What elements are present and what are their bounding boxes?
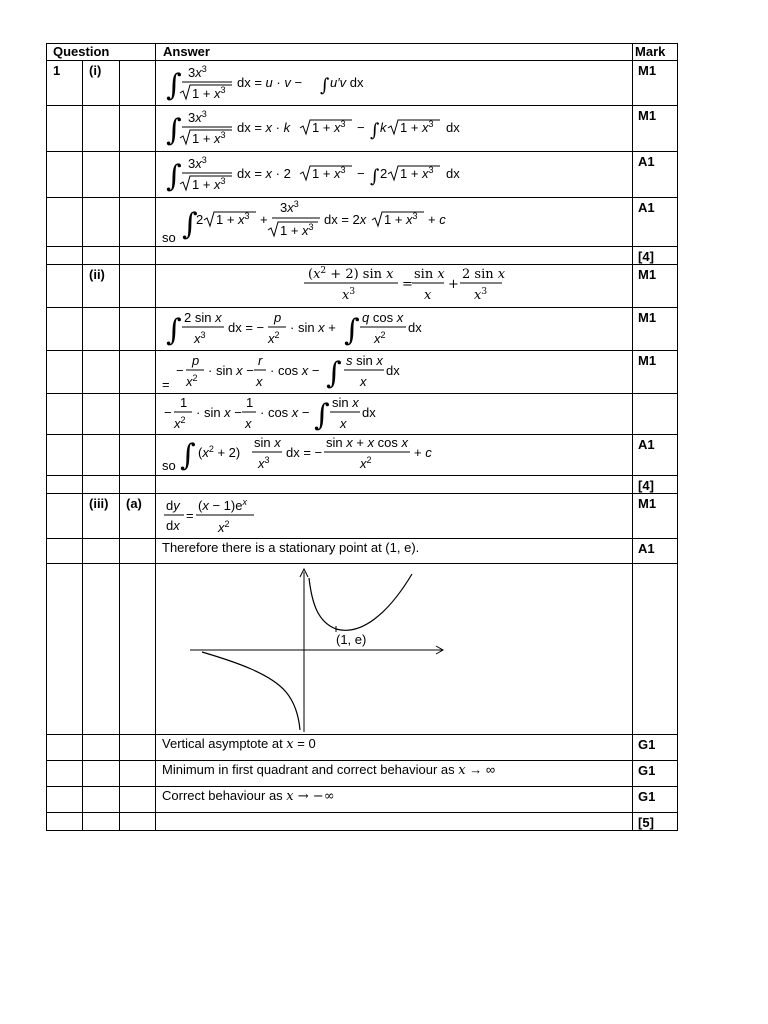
answer-cell [156,152,633,198]
svg-text:+ c: + c [428,212,446,227]
subpart-label [120,435,156,476]
math-expression [162,61,462,105]
mark-cell: A1 [633,539,678,564]
svg-text:· sin x −: · sin x − [208,363,254,378]
svg-text:+: + [448,277,459,292]
answer-text [162,787,632,804]
svg-text:2: 2 [196,212,204,227]
question-number [47,152,83,198]
subpart-label [120,539,156,564]
svg-text:x3: $x^3$ [474,287,488,303]
mark-cell [633,564,678,735]
svg-text:(x2 + 2) sin x: $(x^2 + 2)$ sin x [308,266,394,282]
subpart-label [120,308,156,351]
text-part: Correct behaviour as [162,788,287,803]
table-row [47,813,678,831]
question-number [47,198,83,247]
svg-text:sin x: sin x [254,435,281,450]
part-label [83,735,120,761]
subpart-label [120,106,156,152]
svg-text:1 + x3: $1 + x^3$ [192,85,226,101]
math-expression [162,198,482,246]
part-label [83,787,120,813]
math-expression [162,308,482,350]
part-label [83,476,120,494]
svg-text:1 + x3: $1 + x^3$ [216,211,250,227]
math-expression [162,265,632,307]
mark-cell: G1 [633,761,678,787]
table-row [47,476,678,494]
svg-text:3x3: $3x^3$ [280,199,299,215]
svg-text:1 + x3: $1 + x^3$ [312,119,346,135]
svg-text:p: p [192,353,200,368]
minimum-point-label: (1, e) [336,632,367,647]
svg-text:p: p [274,310,282,325]
svg-text:−: − [164,405,172,420]
subpart-label [120,735,156,761]
mark-cell: [4] [633,476,678,494]
svg-text:x: x [245,416,252,431]
mark-cell: M1 [633,308,678,351]
table-row [47,494,678,539]
svg-text:dx = −: dx = − [228,320,265,335]
table-row [47,761,678,787]
part-label [83,564,120,735]
part-label: (ii) [83,265,120,308]
mark-cell: [4] [633,247,678,265]
math-expression [162,435,482,475]
answer-text [162,761,632,778]
svg-text:1: 1 [246,395,254,410]
table-row [47,61,678,106]
mark-cell: M1 [633,494,678,539]
text-part: Minimum in first quadrant and correct behaviour as [162,762,459,777]
answer-cell [156,494,633,539]
mark-cell: G1 [633,735,678,761]
part-label [83,435,120,476]
svg-text:1 + x3: $1 + x^3$ [280,222,314,238]
table-row [47,735,678,761]
svg-text:−: − [357,120,365,135]
svg-text:3x3: $3x^3$ [188,109,207,125]
svg-text:dx: dx [446,120,460,135]
question-number [47,106,83,152]
header-answer: Answer [156,44,633,61]
mark-cell: M1 [633,106,678,152]
answer-cell [156,106,633,152]
part-label: (iii) [83,494,120,539]
question-number [47,539,83,564]
mark-cell: M1 [633,351,678,394]
part-label: (i) [83,61,120,106]
svg-text:· sin x −: · sin x − [196,405,242,420]
svg-text:x2: $x^2$ [268,330,280,346]
svg-text:dx: dx [362,405,376,420]
table-row [47,394,678,435]
svg-text:∫: ∫ [344,313,360,348]
svg-text:x: x [360,374,367,389]
svg-text:2 sin x: 2 sin x [462,267,506,282]
table-row [47,539,678,564]
svg-text:x: x [424,288,432,303]
svg-text:1 + x3: $1 + x^3$ [400,165,434,181]
subpart-label [120,564,156,735]
question-number [47,308,83,351]
svg-text:dx = 2x: dx = 2x [324,212,367,227]
curve-left-branch [202,652,300,730]
svg-text:dx: dx [408,320,422,335]
svg-text:∫: ∫ [370,166,380,187]
question-number [47,735,83,761]
table-row [47,247,678,265]
table-row [47,152,678,198]
svg-text:∫: ∫ [320,75,330,96]
math-expression [162,106,482,151]
svg-text:dx = u · v −: dx = u · v − [237,75,303,90]
mark-cell: G1 [633,787,678,813]
svg-text:x3: $x^3$ [342,287,356,303]
svg-text:sin x: sin x [332,395,359,410]
answer-cell [156,476,633,494]
svg-text:sin x + x cos x: sin x + x cos x [326,435,409,450]
table-row [47,351,678,394]
answer-cell [156,539,633,564]
question-number [47,247,83,265]
svg-text:k: k [380,120,387,135]
svg-text:x3: $x^3$ [258,455,270,471]
part-label [83,813,120,831]
table-row [47,564,678,735]
svg-text:dy: dy [166,498,180,513]
part-label [83,761,120,787]
answer-cell [156,564,633,735]
svg-text:dx: dx [166,518,180,533]
svg-text:1 + x3: $1 + x^3$ [192,176,226,192]
question-number [47,813,83,831]
mark-scheme-table [46,43,678,831]
part-label [83,351,120,394]
answer-cell [156,761,633,787]
subpart-label [120,247,156,265]
svg-text:+: + [260,212,268,227]
mark-cell: A1 [633,198,678,247]
text-part: → −∞ [293,789,335,804]
svg-text:x: x [340,416,347,431]
svg-text:· cos x −: · cos x − [260,405,310,420]
part-label [83,106,120,152]
question-number: 1 [47,61,83,106]
answer-cell [156,61,633,106]
answer-cell [156,394,633,435]
answer-cell [156,308,633,351]
mark-cell: A1 [633,152,678,198]
svg-text:x2: $x^2$ [360,455,372,471]
svg-text:∫: ∫ [166,113,182,148]
subpart-label [120,61,156,106]
svg-text:s sin x: s sin x [346,353,383,368]
question-number [47,394,83,435]
mark-cell: [5] [633,813,678,831]
svg-text:2 sin x: 2 sin x [184,310,222,325]
answer-cell [156,813,633,831]
svg-text:r: r [258,353,263,368]
mark-cell: A1 [633,435,678,476]
answer-cell [156,787,633,813]
question-number [47,564,83,735]
svg-text:∫: ∫ [166,313,182,348]
equals-prefix: = [162,377,170,392]
subpart-label [120,198,156,247]
part-label [83,198,120,247]
subpart-label [120,351,156,394]
svg-text:sin x: sin x [414,267,445,282]
mark-cell: M1 [633,265,678,308]
svg-text:dx = x · k: dx = x · k [237,120,291,135]
svg-text:∫: ∫ [182,207,198,242]
math-expression [162,394,482,434]
math-expression [162,152,482,197]
svg-text:x3: $x^3$ [194,330,206,346]
svg-text:dx: dx [446,166,460,181]
header-question: Question [47,44,156,61]
svg-text:u′v dx: u′v dx [330,75,364,90]
table-row [47,787,678,813]
answer-cell [156,265,633,308]
svg-text:=: = [402,277,413,292]
so-prefix: so [162,458,176,473]
part-label [83,539,120,564]
svg-text:· cos x −: · cos x − [270,363,320,378]
table-row [47,265,678,308]
svg-text:−: − [357,166,365,181]
curve-right-branch [309,574,412,630]
text-part: = 0 [293,736,316,751]
mark-cell [633,394,678,435]
svg-text:∫: ∫ [314,398,330,433]
svg-text:+ c: + c [414,445,432,460]
variable: x [458,763,466,778]
svg-text:dx = −: dx = − [286,445,323,460]
svg-text:∫: ∫ [180,438,196,473]
svg-text:1 + x3: $1 + x^3$ [384,211,418,227]
question-number [47,351,83,394]
part-label [83,247,120,265]
svg-text:1 + x3: $1 + x^3$ [192,130,226,146]
svg-text:q cos x: q cos x [362,310,404,325]
svg-text:x2: $x^2$ [374,330,386,346]
svg-text:1 + x3: $1 + x^3$ [400,119,434,135]
subpart-label [120,394,156,435]
question-number [47,265,83,308]
question-number [47,494,83,539]
svg-text:(x − 1)ex: $(x - 1)e^x$ [198,497,247,513]
subpart-label [120,152,156,198]
table-row [47,308,678,351]
header-mark: Mark [633,44,678,61]
svg-text:1: 1 [180,395,188,410]
question-number [47,435,83,476]
subpart-label [120,787,156,813]
svg-text:−: − [176,363,184,378]
question-number [47,761,83,787]
math-expression [162,494,482,538]
svg-text:x2: $x^2$ [174,415,186,431]
sketch-graph [156,564,632,734]
svg-text:x2: $x^2$ [218,519,230,535]
answer-cell [156,198,633,247]
svg-text:1 + x3: $1 + x^3$ [312,165,346,181]
subpart-label [120,265,156,308]
math-expression [162,351,482,393]
subpart-label: (a) [120,494,156,539]
subpart-label [120,761,156,787]
svg-text:2: 2 [380,166,388,181]
question-number [47,476,83,494]
svg-text:dx: dx [386,363,400,378]
svg-text:∫: ∫ [166,159,182,194]
table-row [47,435,678,476]
part-label [83,394,120,435]
svg-text:3x3: $3x^3$ [188,64,207,80]
variable: x [286,789,294,804]
answer-cell [156,735,633,761]
svg-text:∫: ∫ [166,68,182,103]
text-part: Vertical asymptote at [162,736,287,751]
subpart-label [120,813,156,831]
svg-text:x2: $x^2$ [186,373,198,389]
answer-cell [156,351,633,394]
subpart-label [120,476,156,494]
svg-text:x: x [256,374,263,389]
answer-cell [156,247,633,265]
svg-text:· sin x +: · sin x + [290,320,336,335]
answer-text: Therefore there is a stationary point at (1, e). [162,540,420,555]
svg-text:∫: ∫ [370,120,380,141]
question-number [47,787,83,813]
svg-text:3x3: $3x^3$ [188,155,207,171]
part-label [83,152,120,198]
part-label [83,308,120,351]
svg-text:(x2 + 2): $(x^2 + 2)$ [198,444,241,460]
table-row [47,198,678,247]
answer-cell [156,435,633,476]
text-part: → ∞ [465,762,496,777]
svg-text:=: = [186,508,194,523]
svg-text:dx = x · 2: dx = x · 2 [237,166,291,181]
svg-text:∫: ∫ [326,356,342,391]
answer-text [162,735,632,752]
variable: x [286,737,294,752]
header-row [47,44,678,61]
table-row [47,106,678,152]
so-prefix: so [162,230,176,245]
mark-cell: M1 [633,61,678,106]
